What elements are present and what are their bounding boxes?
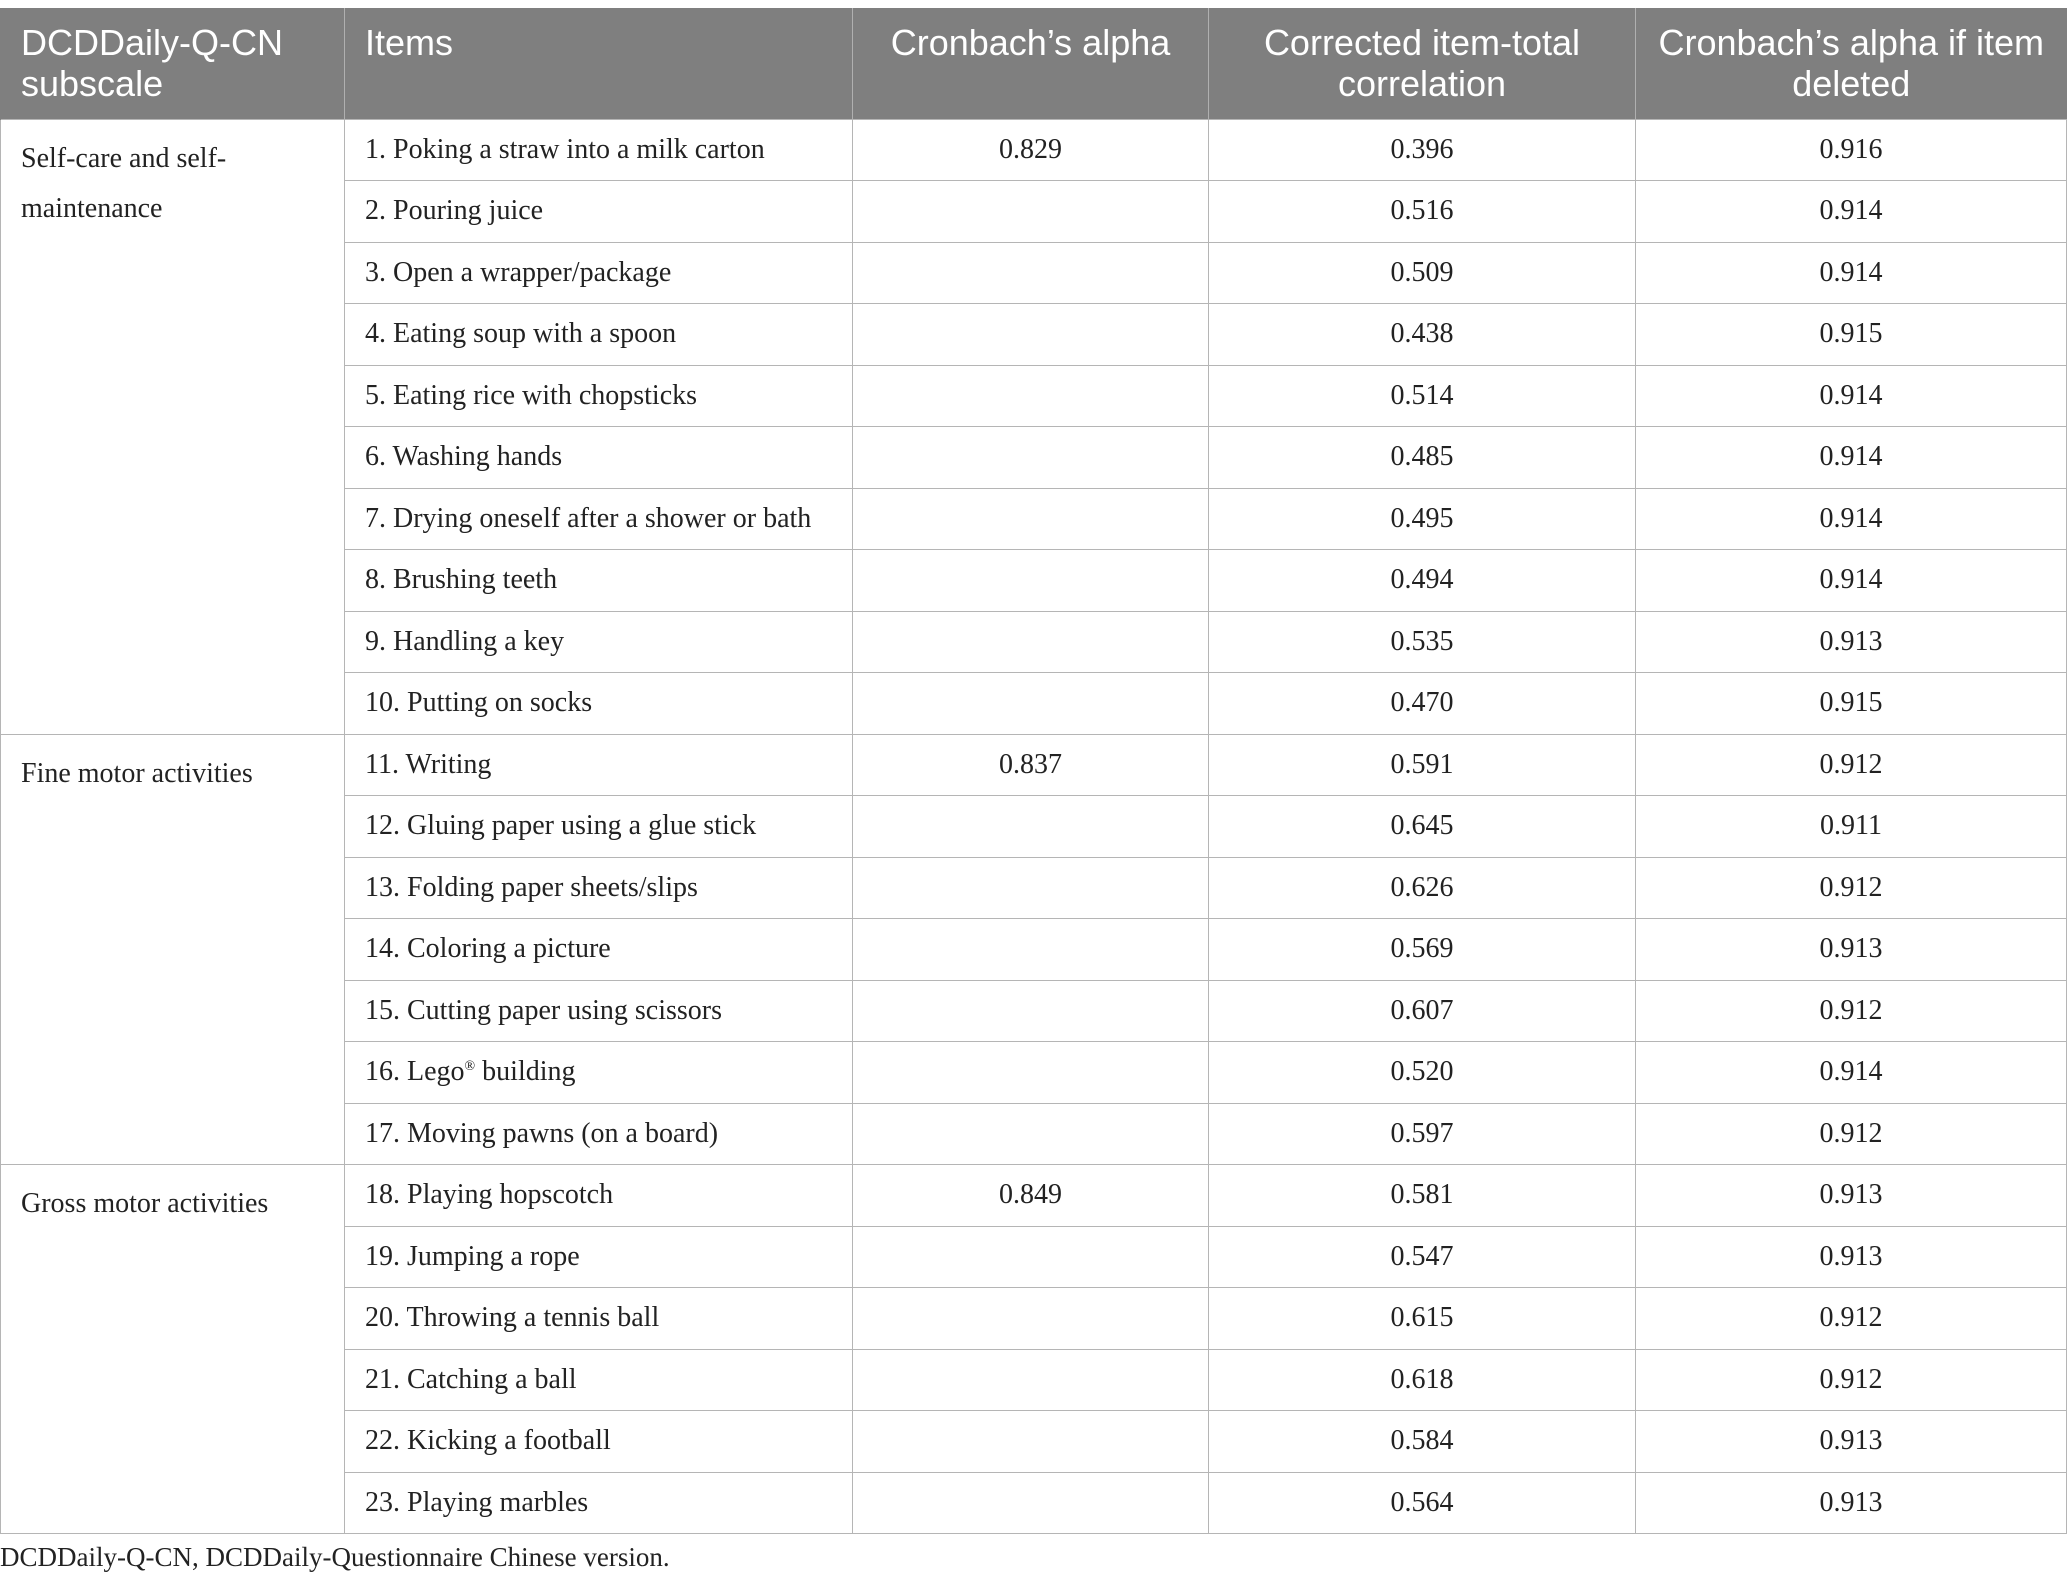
item-cell: 13. Folding paper sheets/slips — [345, 857, 853, 919]
alpha-if-deleted-cell: 0.911 — [1636, 796, 2067, 858]
alpha-if-deleted-cell: 0.912 — [1636, 1288, 2067, 1350]
item-cell: 9. Handling a key — [345, 611, 853, 673]
item-cell: 3. Open a wrapper/package — [345, 242, 853, 304]
header-subscale: DCDDaily-Q-CN subscale — [1, 8, 345, 119]
alpha-cell — [853, 1288, 1209, 1350]
correlation-cell: 0.495 — [1209, 488, 1636, 550]
alpha-if-deleted-cell: 0.913 — [1636, 1165, 2067, 1227]
table-row — [1, 734, 2067, 796]
correlation-cell: 0.485 — [1209, 427, 1636, 489]
alpha-cell — [853, 365, 1209, 427]
reliability-table-container — [0, 8, 2066, 1534]
correlation-cell: 0.645 — [1209, 796, 1636, 858]
alpha-cell — [853, 550, 1209, 612]
alpha-cell — [853, 242, 1209, 304]
alpha-if-deleted-cell: 0.912 — [1636, 857, 2067, 919]
alpha-if-deleted-cell: 0.914 — [1636, 365, 2067, 427]
alpha-if-deleted-cell: 0.913 — [1636, 611, 2067, 673]
item-cell: 4. Eating soup with a spoon — [345, 304, 853, 366]
table-row — [1, 119, 2067, 181]
alpha-cell — [853, 1226, 1209, 1288]
item-cell: 11. Writing — [345, 734, 853, 796]
correlation-cell: 0.584 — [1209, 1411, 1636, 1473]
alpha-cell: 0.849 — [853, 1165, 1209, 1227]
alpha-cell — [853, 611, 1209, 673]
correlation-cell: 0.494 — [1209, 550, 1636, 612]
alpha-cell — [853, 1042, 1209, 1104]
item-cell: 18. Playing hopscotch — [345, 1165, 853, 1227]
table-header — [1, 8, 2067, 119]
alpha-cell — [853, 980, 1209, 1042]
item-cell: 2. Pouring juice — [345, 181, 853, 243]
alpha-cell — [853, 427, 1209, 489]
table-row — [1, 1165, 2067, 1227]
alpha-if-deleted-cell: 0.914 — [1636, 242, 2067, 304]
alpha-if-deleted-cell: 0.913 — [1636, 1226, 2067, 1288]
correlation-cell: 0.591 — [1209, 734, 1636, 796]
item-cell — [345, 1042, 853, 1104]
header-items: Items — [345, 8, 853, 119]
correlation-cell: 0.615 — [1209, 1288, 1636, 1350]
item-cell: 23. Playing marbles — [345, 1472, 853, 1534]
alpha-cell — [853, 1103, 1209, 1165]
alpha-if-deleted-cell: 0.913 — [1636, 919, 2067, 981]
alpha-cell — [853, 304, 1209, 366]
item-text-suffix: building — [475, 1056, 576, 1088]
alpha-if-deleted-cell: 0.915 — [1636, 673, 2067, 735]
alpha-if-deleted-cell: 0.912 — [1636, 1349, 2067, 1411]
header-corrected-item-total-correlation: Corrected item-total correlation — [1209, 8, 1636, 119]
item-cell: 7. Drying oneself after a shower or bath — [345, 488, 853, 550]
item-cell: 21. Catching a ball — [345, 1349, 853, 1411]
subscale-cell: Gross motor activities — [1, 1165, 345, 1534]
alpha-if-deleted-cell: 0.914 — [1636, 488, 2067, 550]
alpha-cell: 0.837 — [853, 734, 1209, 796]
alpha-if-deleted-cell: 0.913 — [1636, 1411, 2067, 1473]
correlation-cell: 0.438 — [1209, 304, 1636, 366]
item-cell: 10. Putting on socks — [345, 673, 853, 735]
alpha-cell — [853, 488, 1209, 550]
correlation-cell: 0.569 — [1209, 919, 1636, 981]
alpha-cell — [853, 1472, 1209, 1534]
item-cell: 1. Poking a straw into a milk carton — [345, 119, 853, 181]
alpha-if-deleted-cell: 0.913 — [1636, 1472, 2067, 1534]
correlation-cell: 0.509 — [1209, 242, 1636, 304]
reliability-table — [0, 8, 2067, 1534]
correlation-cell: 0.547 — [1209, 1226, 1636, 1288]
alpha-if-deleted-cell: 0.915 — [1636, 304, 2067, 366]
correlation-cell: 0.520 — [1209, 1042, 1636, 1104]
header-alpha-if-deleted: Cronbach’s alpha if item deleted — [1636, 8, 2067, 119]
item-cell: 6. Washing hands — [345, 427, 853, 489]
correlation-cell: 0.618 — [1209, 1349, 1636, 1411]
correlation-cell: 0.516 — [1209, 181, 1636, 243]
item-cell: 22. Kicking a football — [345, 1411, 853, 1473]
correlation-cell: 0.564 — [1209, 1472, 1636, 1534]
item-text: 16. Lego — [365, 1056, 465, 1088]
item-cell: 17. Moving pawns (on a board) — [345, 1103, 853, 1165]
correlation-cell: 0.514 — [1209, 365, 1636, 427]
table-footnote: DCDDaily-Q-CN, DCDDaily-Questionnaire Chinese version. — [0, 1542, 670, 1572]
alpha-if-deleted-cell: 0.916 — [1636, 119, 2067, 181]
alpha-cell — [853, 796, 1209, 858]
alpha-if-deleted-cell: 0.912 — [1636, 1103, 2067, 1165]
alpha-if-deleted-cell: 0.914 — [1636, 1042, 2067, 1104]
subscale-cell: Fine motor activities — [1, 734, 345, 1165]
correlation-cell: 0.470 — [1209, 673, 1636, 735]
alpha-cell — [853, 1349, 1209, 1411]
alpha-if-deleted-cell: 0.912 — [1636, 734, 2067, 796]
item-cell: 20. Throwing a tennis ball — [345, 1288, 853, 1350]
alpha-if-deleted-cell: 0.914 — [1636, 181, 2067, 243]
item-cell: 12. Gluing paper using a glue stick — [345, 796, 853, 858]
table-body — [1, 119, 2067, 1534]
alpha-cell — [853, 919, 1209, 981]
correlation-cell: 0.607 — [1209, 980, 1636, 1042]
item-cell: 19. Jumping a rope — [345, 1226, 853, 1288]
correlation-cell: 0.581 — [1209, 1165, 1636, 1227]
alpha-cell — [853, 181, 1209, 243]
alpha-if-deleted-cell: 0.912 — [1636, 980, 2067, 1042]
item-cell: 8. Brushing teeth — [345, 550, 853, 612]
header-cronbach-alpha: Cronbach’s alpha — [853, 8, 1209, 119]
registered-mark: ® — [464, 1059, 476, 1075]
item-cell: 15. Cutting paper using scissors — [345, 980, 853, 1042]
correlation-cell: 0.535 — [1209, 611, 1636, 673]
correlation-cell: 0.626 — [1209, 857, 1636, 919]
alpha-cell — [853, 857, 1209, 919]
alpha-cell — [853, 673, 1209, 735]
item-cell: 5. Eating rice with chopsticks — [345, 365, 853, 427]
alpha-cell — [853, 1411, 1209, 1473]
correlation-cell: 0.597 — [1209, 1103, 1636, 1165]
subscale-cell: Self-care and self-maintenance — [1, 119, 345, 734]
alpha-if-deleted-cell: 0.914 — [1636, 550, 2067, 612]
alpha-if-deleted-cell: 0.914 — [1636, 427, 2067, 489]
alpha-cell: 0.829 — [853, 119, 1209, 181]
correlation-cell: 0.396 — [1209, 119, 1636, 181]
item-cell: 14. Coloring a picture — [345, 919, 853, 981]
